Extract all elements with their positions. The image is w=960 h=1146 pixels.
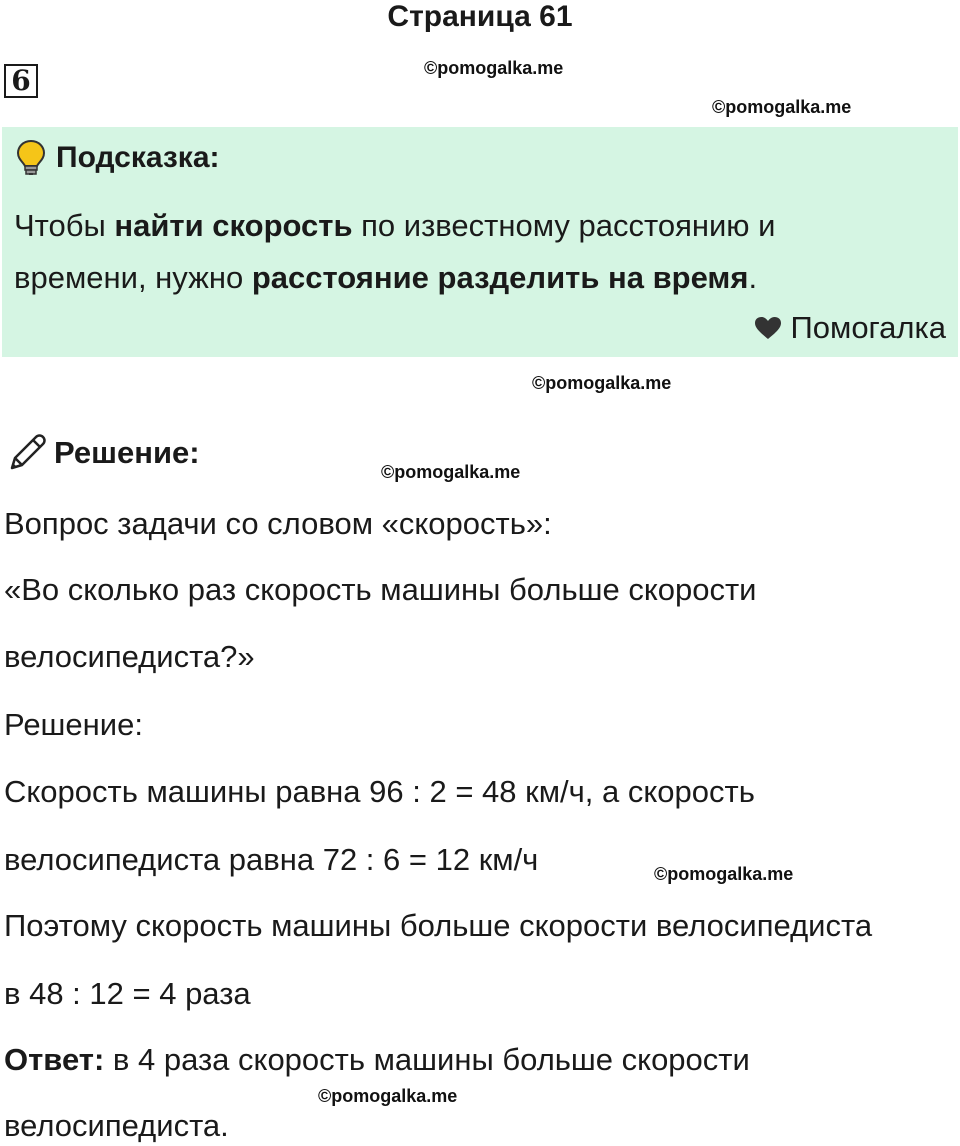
answer-text: в 4 раза скорость машины больше скорости <box>104 1042 750 1077</box>
solution-heading <box>6 430 200 476</box>
solution-line: велосипедиста равна 72 : 6 = 12 км/ч <box>4 842 539 877</box>
watermark: ©pomogalka.me <box>654 864 794 884</box>
answer-line <box>4 1040 750 1080</box>
watermark: ©pomogalka.me <box>424 58 564 78</box>
hint-heading <box>16 136 220 180</box>
solution-line: велосипедиста?» <box>4 639 255 674</box>
heart-icon <box>754 316 782 340</box>
page-title: Страница 61 <box>387 0 573 33</box>
hint-signature <box>754 308 946 348</box>
task-number-box: 6 <box>4 64 38 98</box>
solution-line: Решение: <box>4 707 143 742</box>
answer-label: Ответ: <box>4 1042 105 1077</box>
hint-text-bold: расстояние разделить на время <box>251 260 749 295</box>
watermark: ©pomogalka.me <box>532 373 672 393</box>
hint-text: Чтобы <box>14 208 115 243</box>
solution-line: Вопрос задачи со словом «скорость»: <box>4 506 552 541</box>
solution-heading-label: Решение: <box>54 435 200 470</box>
solution-line: Поэтому скорость машины больше скорости велосипедиста <box>4 908 873 943</box>
watermark: ©pomogalka.me <box>712 97 852 117</box>
solution-line: «Во сколько раз скорость машины больше скорости <box>4 572 757 607</box>
pencil-icon <box>6 432 48 474</box>
hint-text-line-1 <box>14 206 775 246</box>
solution-line: в 48 : 12 = 4 раза <box>4 976 251 1011</box>
watermark: ©pomogalka.me <box>381 462 521 482</box>
watermark: ©pomogalka.me <box>318 1086 458 1106</box>
hint-text: времени, нужно <box>14 260 252 295</box>
hint-heading-label: Подсказка: <box>56 141 220 174</box>
hint-text-line-2 <box>14 258 757 298</box>
hint-text: . <box>748 260 758 295</box>
solution-line: Скорость машины равна 96 : 2 = 48 км/ч, а скорость <box>4 774 755 809</box>
answer-line-2: велосипедиста. <box>4 1108 229 1143</box>
lightbulb-icon <box>16 139 46 177</box>
signature-label: Помогалка <box>790 310 946 345</box>
hint-text-bold: найти скорость <box>114 208 353 243</box>
hint-text: по известному расстоянию и <box>352 208 776 243</box>
